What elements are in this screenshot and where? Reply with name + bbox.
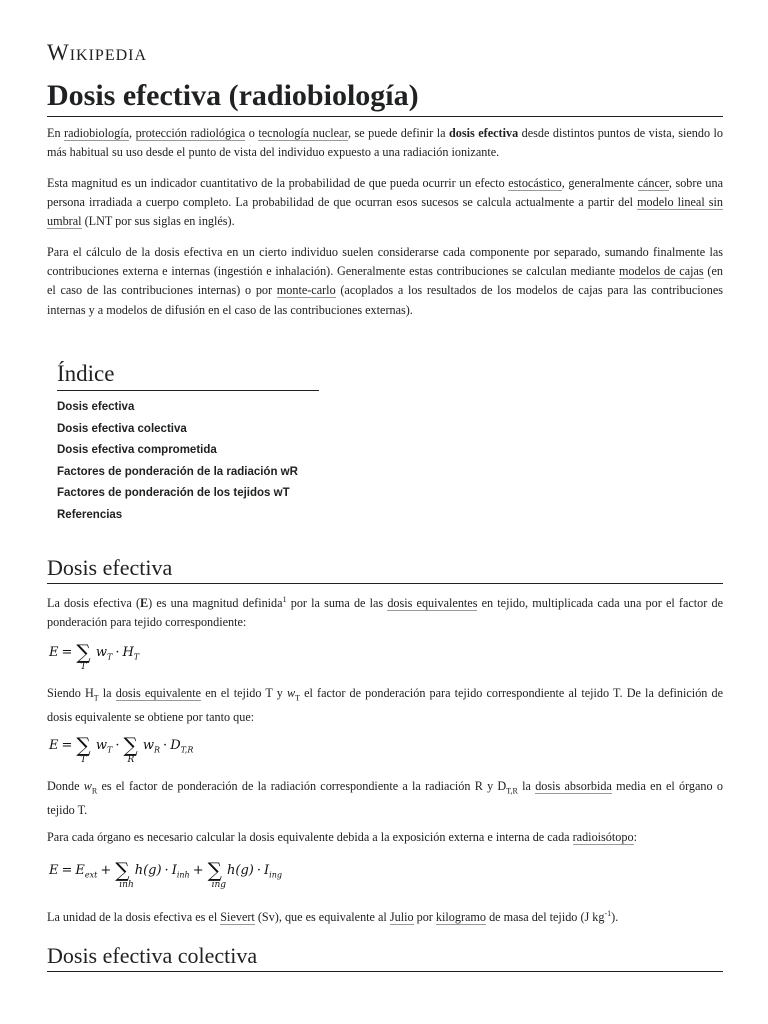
inline-script: T (93, 693, 99, 703)
article-link[interactable]: Julio (389, 910, 414, 925)
text-run: , generalmente (561, 176, 638, 190)
article-link[interactable]: radiobiología (64, 126, 130, 140)
wikipedia-logo[interactable]: Wikipedia (47, 40, 148, 65)
toc-item[interactable]: Dosis efectiva comprometida (57, 444, 217, 456)
article-link[interactable]: monte-carlo (276, 283, 336, 298)
text-run: o (245, 126, 259, 140)
text-run: La unidad de la dosis efectiva es el (47, 910, 221, 925)
text-run: , sobre una persona irradiada a cuerpo completo. La probabilidad de que ocurran esos sucesos se calcula actualmente a partir del (47, 176, 723, 210)
inline-script: -1 (604, 909, 612, 918)
section-paragraph-1 (47, 590, 723, 632)
article-link[interactable]: modelos de cajas (618, 264, 704, 279)
intro-paragraph-2 (47, 174, 723, 232)
text-run: Para cada órgano es necesario calcular la dosis equivalente debida a la exposición externa e interna de cada (47, 830, 573, 844)
text-run: E (140, 596, 149, 611)
section-paragraph-3 (47, 777, 723, 820)
text-run: (Sv), que es equivalente al (254, 910, 390, 925)
section-heading-dosis-efectiva-colectiva: Dosis efectiva colectiva (47, 942, 723, 972)
intro-paragraph-1 (47, 124, 723, 162)
text-run: ) es una magnitud definida (148, 596, 283, 611)
toc-item[interactable]: Dosis efectiva (57, 401, 135, 413)
text-run: la (98, 686, 116, 700)
section-paragraph-5 (47, 904, 723, 927)
inline-script: T,R (506, 786, 518, 796)
text-run: w (286, 686, 296, 700)
formula-1: E = ∑ T $w_T \cdot H_T$ (49, 640, 140, 672)
text-run: w (83, 779, 92, 793)
article-link[interactable]: kilogramo (435, 910, 487, 925)
toc-list (57, 397, 319, 526)
text-run: Donde (47, 779, 84, 793)
text-run: la (517, 779, 536, 793)
text-run: (LNT por sus siglas en inglés). (81, 214, 235, 229)
text-run: Esta magnitud es un indicador cuantitativo de la probabilidad de que pueda ocurrir un efecto (47, 176, 509, 190)
toc-item[interactable]: Referencias (57, 508, 123, 521)
section-paragraph-2 (47, 684, 723, 727)
text-run: , (129, 126, 136, 140)
toc-title: Índice (57, 360, 319, 391)
formula-3: $E = E_{ext}$ + ∑ inh $h(g) \cdot I_{inh}$ + ∑ ing $h(g) \cdot I_{ing}$ (49, 858, 282, 890)
text-run: (en el caso de las contribuciones internas) o por (47, 264, 723, 298)
article-link[interactable]: estocástico (508, 176, 562, 190)
section-heading-dosis-efectiva: Dosis efectiva (47, 554, 723, 584)
text-run: desde distintos puntos de vista, siendo lo más habitual su uso desde el punto de vista del individuo expuesto a una radiación ionizante. (47, 126, 724, 160)
text-run: dosis efectiva (449, 126, 519, 140)
article-link[interactable]: dosis equivalentes (387, 596, 478, 611)
toc-item[interactable]: Factores de ponderación de los tejidos wT (57, 487, 290, 499)
section-paragraph-4 (47, 828, 723, 847)
text-run: es el factor de ponderación de la radiación correspondiente a la radiación R y D (97, 779, 507, 793)
text-run: de masa del tejido (J kg (486, 910, 605, 925)
intro-paragraph-3 (47, 243, 723, 320)
text-run: Para el cálculo de la dosis efectiva en un cierto individuo suelen considerarse cada componente por separado, sumando finalmente las contribuciones externa e internas (ingestión e inhalación). Generalmente estas contribuciones se calculan mediante (47, 245, 723, 279)
text-run: en el tejido T y (201, 686, 287, 700)
article-link[interactable]: modelo lineal sin umbral (47, 195, 723, 229)
text-run: ). (611, 910, 619, 925)
text-run: media en el órgano o tejido T. (47, 779, 723, 817)
text-run: La dosis efectiva ( (47, 596, 141, 611)
table-of-contents (57, 360, 319, 526)
text-run: Siendo H (47, 686, 94, 700)
article-link[interactable]: cáncer (637, 176, 669, 190)
article-link[interactable]: tecnología nuclear (258, 126, 349, 140)
page-title: Dosis efectiva (radiobiología) (47, 76, 723, 117)
text-run: en tejido, multiplicada cada una por el factor de ponderación para tejido correspondiente: (47, 596, 723, 630)
article-link[interactable]: Sievert (220, 910, 255, 925)
text-run: , se puede definir la (348, 126, 450, 140)
inline-script: 1 (282, 595, 287, 604)
text-run: por la suma de las (286, 596, 388, 611)
text-run: el factor de ponderación para tejido correspondiente al tejido T. De la definición de dosis equivalente se obtiene por tanto que: (47, 686, 724, 724)
toc-item[interactable]: Dosis efectiva colectiva (57, 422, 187, 435)
article-link[interactable]: dosis equivalente (115, 686, 202, 700)
text-run: por (413, 910, 436, 925)
article-link[interactable]: dosis absorbida (535, 779, 612, 793)
text-run: (acoplados a los resultados de los modelos de cajas para las contribuciones internas y a modelos de difusión en el caso de las contribuciones externas). (47, 283, 723, 317)
toc-item[interactable]: Factores de ponderación de la radiación wR (57, 465, 298, 478)
inline-script: R (91, 786, 98, 796)
article-link[interactable]: protección radiológica (135, 126, 246, 140)
formula-2: E = ∑ T $w_T$ · ∑ R $w_R \cdot D_{T,R}$ (49, 733, 194, 765)
article-link[interactable]: radioisótopo (572, 830, 634, 844)
text-run: En (47, 126, 65, 140)
inline-script: T (295, 693, 300, 703)
text-run: : (633, 830, 637, 844)
